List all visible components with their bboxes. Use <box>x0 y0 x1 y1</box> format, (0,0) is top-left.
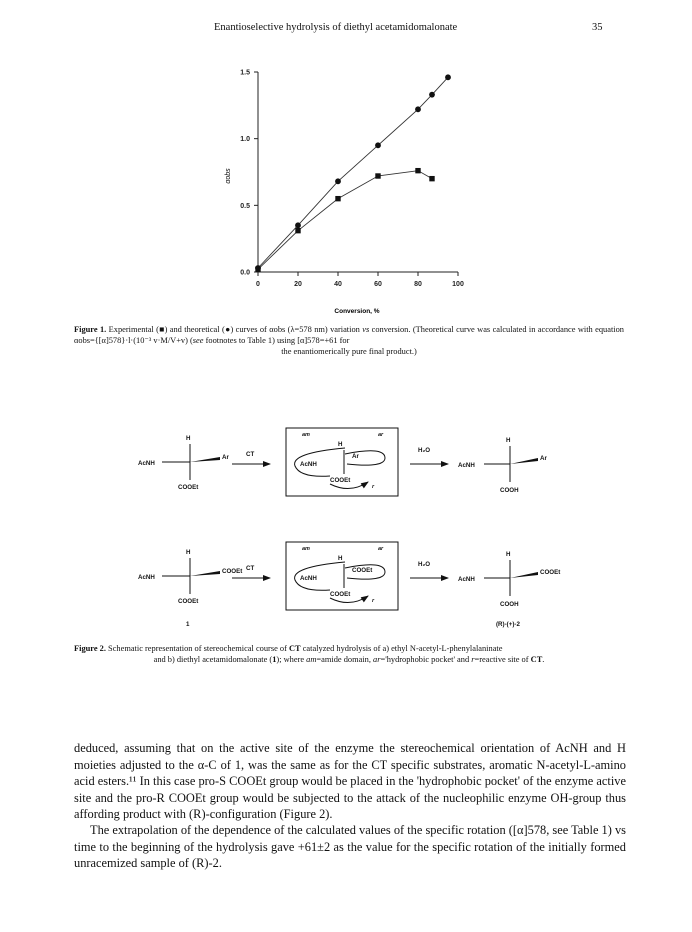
box-group-substituent: COOEt <box>352 567 373 574</box>
product-group-cooh: COOH <box>500 601 519 608</box>
box-group-acnh: AcNH <box>300 575 317 582</box>
y-tick-label: 1.0 <box>240 136 250 144</box>
catalyst-label: CT <box>246 565 255 572</box>
x-tick-label: 20 <box>294 281 302 288</box>
y-axis-label: αobs <box>225 168 232 184</box>
caption-text: Experimental (■) and theoretical (●) curves of αobs (λ=578 nm) variation <box>106 325 363 334</box>
caption-text: 1 <box>272 655 277 665</box>
caption-text: Schematic representation of stereochemical course of <box>105 644 289 653</box>
group-substituent: COOEt <box>222 568 243 575</box>
catalyst-label: CT <box>246 451 255 458</box>
caption-text: =reactive site of <box>474 655 531 665</box>
x-tick-label: 0 <box>256 281 260 288</box>
box-atom-h: H <box>338 441 343 448</box>
water-label: H₂O <box>418 447 431 454</box>
y-tick-label: 0.0 <box>240 269 250 277</box>
product-wedge <box>510 458 538 464</box>
caption-text: am <box>306 655 317 665</box>
product-group-cooh: COOH <box>500 487 519 494</box>
box-group-cooet: COOEt <box>330 591 351 598</box>
x-tick-label: 40 <box>334 281 342 288</box>
label-am: am <box>302 432 310 438</box>
body-paragraph-1: deduced, assuming that on the active site of the enzyme the stereochemical orientation of AcNH and H moieties adjusted to the α-C of 1, was the same as for the CT specific substrates, aromatic N-acetyl-L-amino acid esters.¹¹ In this case pro-S COOEt group would be placed in the 'hydrophobic pocket' of the enzyme active site and the pro-R COOEt group would be subjected to the attack of the nucleophilic enzyme OH-group thus affording product with (R)-configuration (Figure 2). <box>74 741 626 821</box>
label-r: r <box>372 598 375 604</box>
caption-text: ='hydrophobic pocket' and <box>380 655 472 665</box>
product-atom-h: H <box>506 437 511 444</box>
caption-text: ); where <box>276 655 307 665</box>
label-am: am <box>302 546 310 552</box>
page-number: 35 <box>592 22 603 33</box>
group-acnh: AcNH <box>138 460 155 467</box>
x-tick-label: 80 <box>414 281 422 288</box>
box-group-substituent: Ar <box>352 453 359 460</box>
product-group-acnh: AcNH <box>458 462 475 469</box>
label-ar: ar <box>378 546 384 552</box>
product-group-substituent: Ar <box>540 455 547 462</box>
body-paragraph-2: The extrapolation of the dependence of the calculated values of the specific rotation ([α]578, see Table 1) vs time to the beginning of the hydrolysis gave +61±2 as the value for the specific rotation of the initially formed unracemized sample of (R)-2. <box>74 823 626 870</box>
product-wedge <box>510 572 538 578</box>
product-group-substituent: COOEt <box>540 569 561 576</box>
caption-text: vs <box>362 325 370 334</box>
product-group-acnh: AcNH <box>458 576 475 583</box>
wedge-bond <box>190 457 220 462</box>
figure2-label: Figure 2. <box>74 644 106 653</box>
x-tick-label: 60 <box>374 281 382 288</box>
caption-text: CT <box>530 655 543 665</box>
caption-text: footnotes to Table 1) using [α]578=+61 for <box>203 336 350 346</box>
atom-h: H <box>186 435 191 442</box>
caption-text: r <box>471 655 475 665</box>
caption-text: =amide domain, <box>316 655 374 665</box>
group-cooet: COOEt <box>178 598 199 605</box>
x-axis-label: Conversion, % <box>334 308 380 315</box>
atom-h: H <box>186 549 191 556</box>
caption-text: ar <box>373 655 381 665</box>
caption-text: catalyzed hydrolysis of a) ethyl N-acetyl-L-phenylalaninate <box>300 644 503 653</box>
group-acnh: AcNH <box>138 574 155 581</box>
caption-text: the enantiomerically pure final product.) <box>281 347 417 357</box>
box-group-cooet: COOEt <box>330 477 351 484</box>
caption-text: CT <box>288 644 301 653</box>
caption-text: . <box>542 655 545 665</box>
running-title: Enantioselective hydrolysis of diethyl acetamidomalonate <box>214 22 458 33</box>
compound-label: 1 <box>186 621 190 628</box>
label-r: r <box>372 484 375 490</box>
product-label: (R)-(+)-2 <box>496 621 520 628</box>
group-cooet: COOEt <box>178 484 199 491</box>
figure1-label: Figure 1. <box>74 325 107 334</box>
box-group-acnh: AcNH <box>300 461 317 468</box>
figure2-caption <box>74 643 624 665</box>
x-tick-label: 100 <box>452 281 464 288</box>
caption-text: conversion. (Theoretical curve was calculated in accordance with equation αobs={[α]578}·l·(10⁻³ v·M/V+v) ( <box>74 325 624 346</box>
caption-line <box>74 654 624 665</box>
y-tick-label: 1.5 <box>240 69 250 77</box>
box-atom-h: H <box>338 555 343 562</box>
label-ar: ar <box>378 432 384 438</box>
caption-text: see <box>192 336 204 346</box>
ar-pocket-curve <box>345 451 385 465</box>
product-atom-h: H <box>506 551 511 558</box>
caption-text: and b) diethyl acetamidomalonate ( <box>153 655 273 665</box>
group-substituent: Ar <box>222 454 229 461</box>
wedge-bond <box>190 571 220 576</box>
y-tick-label: 0.5 <box>240 202 250 210</box>
water-label: H₂O <box>418 561 431 568</box>
